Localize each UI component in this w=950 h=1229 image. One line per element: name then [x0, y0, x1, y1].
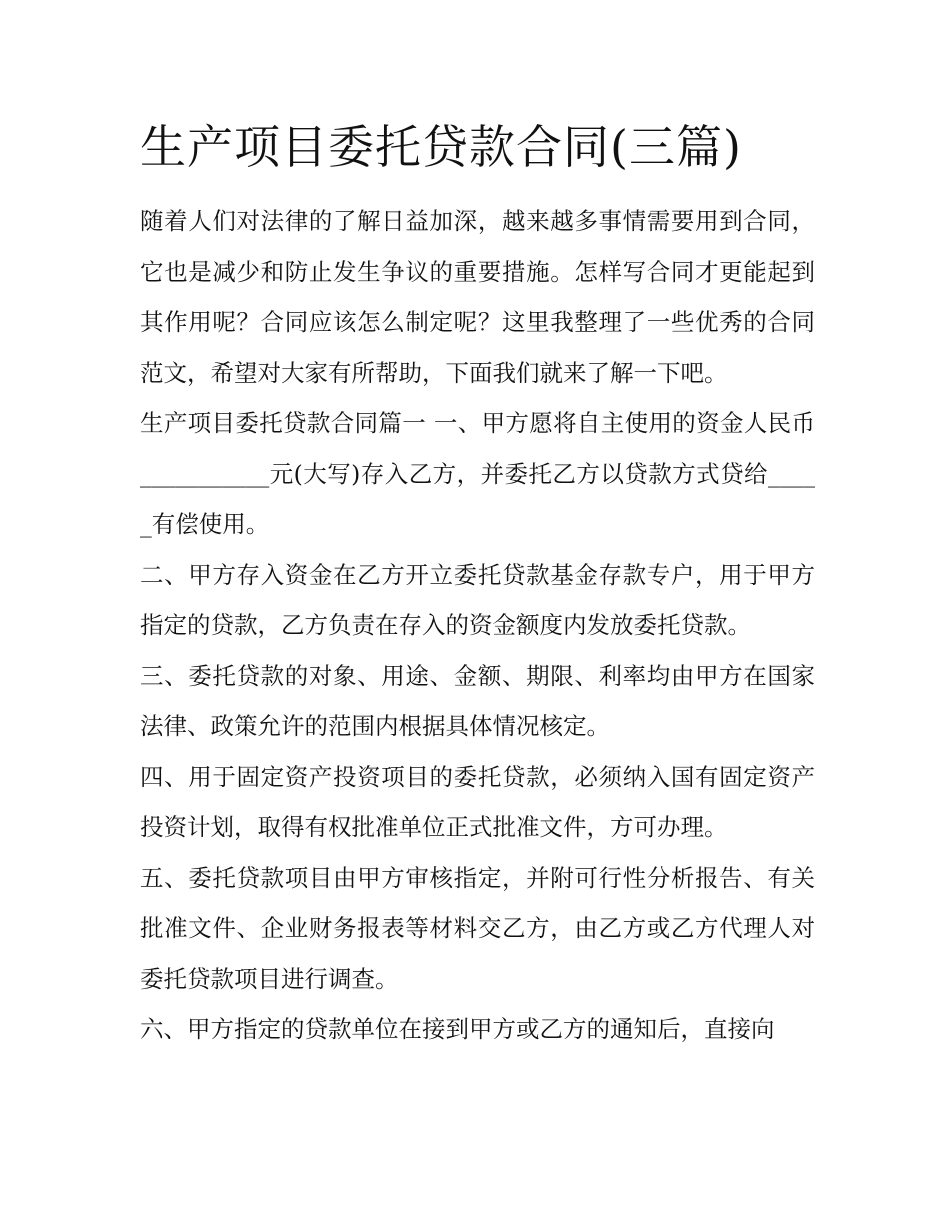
- document-body: [140, 112, 815, 1055]
- clause-paragraph-3: 三、委托贷款的对象、用途、金额、期限、利率均由甲方在国家法律、政策允许的范围内根据具体情况核定。: [140, 661, 815, 740]
- document-title: 生产项目委托贷款合同(三篇): [140, 120, 742, 174]
- clause-paragraph-1: 生产项目委托贷款合同篇一 一、甲方愿将自主使用的资金人民币___________元(大写)存入乙方，并委托乙方以贷款方式贷给_____有偿使用。: [140, 409, 815, 538]
- clause-paragraph-4: 四、用于固定资产投资项目的委托贷款，必须纳入国有固定资产投资计划，取得有权批准单位正式批准文件，方可办理。: [140, 762, 815, 841]
- intro-paragraph: 随着人们对法律的了解日益加深，越来越多事情需要用到合同，它也是减少和防止发生争议的重要措施。怎样写合同才更能起到其作用呢？合同应该怎么制定呢？这里我整理了一些优秀的合同范文，希望对大家有所帮助，下面我们就来了解一下吧。: [140, 207, 815, 387]
- clause-paragraph-5: 五、委托贷款项目由甲方审核指定，并附可行性分析报告、有关批准文件、企业财务报表等材料交乙方，由乙方或乙方代理人对委托贷款项目进行调查。: [140, 863, 815, 993]
- clause-paragraph-2: 二、甲方存入资金在乙方开立委托贷款基金存款专户，用于甲方指定的贷款，乙方负责在存入的资金额度内发放委托贷款。: [140, 560, 815, 639]
- clause-paragraph-6: 六、甲方指定的贷款单位在接到甲方或乙方的通知后，直接向: [140, 1015, 775, 1043]
